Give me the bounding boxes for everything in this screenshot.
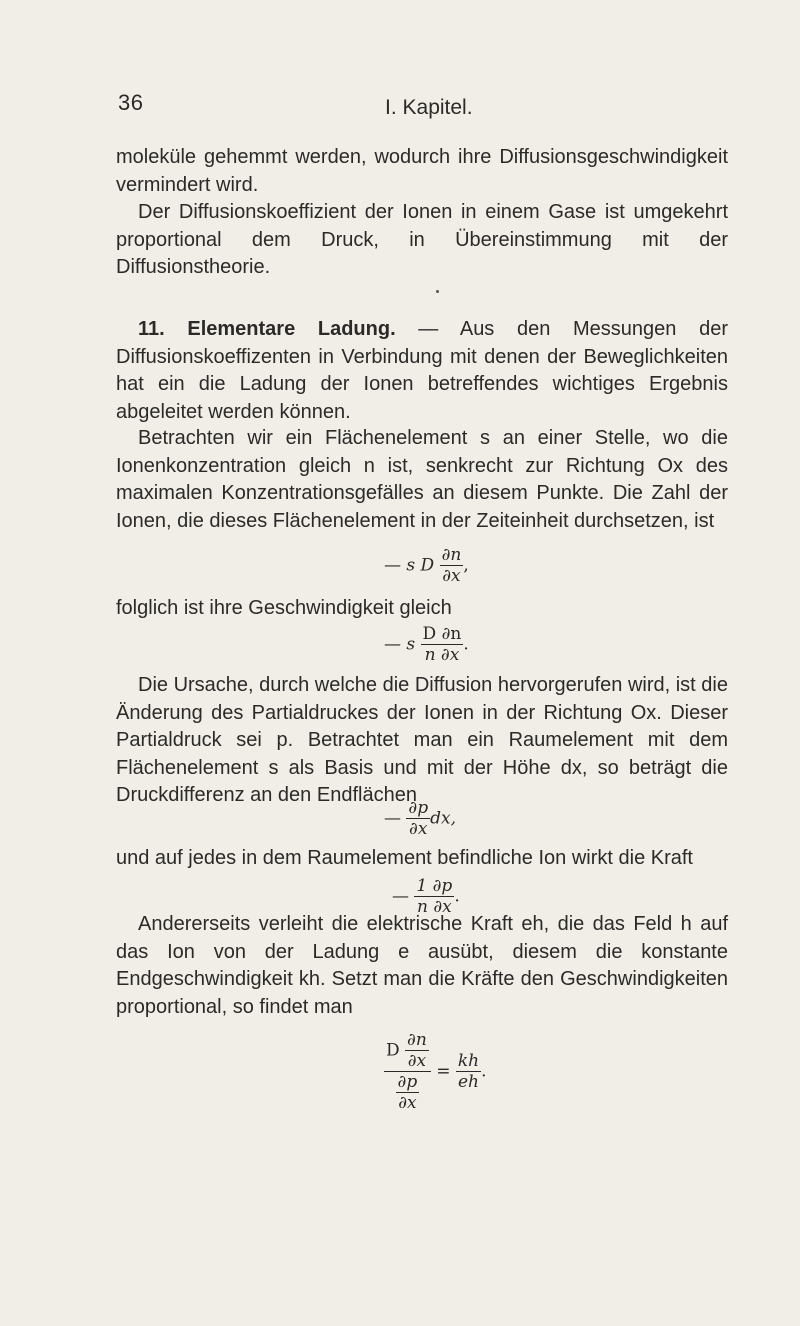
formula-1-fraction [440,545,464,586]
formula-5-inner-num: ∂n [407,1030,427,1050]
formula-5 [384,1030,487,1113]
formula-5-lower-den: ∂x [396,1092,420,1113]
ornament-dot [436,290,439,293]
formula-5-lhs [384,1030,431,1113]
formula-4-num: 1 ∂p [416,876,453,896]
page-number: 36 [118,90,144,115]
paragraph-5: folglich ist ihre Geschwindigkeit gleich [116,597,452,619]
paragraph-3 [116,316,728,426]
formula-5-equals: = [436,1061,451,1082]
formula-2-den: n ∂x [421,644,464,665]
formula-5-rhs-den: eh [456,1071,481,1092]
formula-1-suffix: , [463,555,469,576]
formula-5-lower-fraction [396,1072,420,1113]
formula-2-suffix: . [463,634,469,655]
formula-5-coef: D [386,1040,400,1061]
formula-5-rhs [456,1051,481,1092]
formula-3-prefix: — [384,808,401,829]
formula-4-prefix: — [392,886,409,907]
formula-5-lhs-denominator [384,1071,431,1113]
section-heading: 11. Elementare Ladung. [138,318,396,340]
paragraph-4-text: Betrachten wir ein Flächenelement s an einer Stelle, wo die Ionenkonzentration gleich n ist, senkrecht zur Richtung Ox des maximalen Konzentrationsgefälles an diesem Punkte. Die Zahl der Ionen, die dieses Flächenelement in der Zeiteinheit durchsetzen, ist [116,427,728,532]
paragraph-3-text: — Aus den Messungen der Diffusionskoeffizenten in Verbindung mit denen der Beweglichkeiten hat ein die Ladung der Ionen betreffendes wichtiges Ergebnis abgeleitet werden können. [116,318,728,423]
formula-5-inner-den: ∂x [405,1050,429,1071]
formula-2-fraction [421,624,464,665]
paragraph-4 [116,425,728,535]
formula-3-num: ∂p [408,798,429,818]
formula-5-lhs-numerator [384,1030,431,1071]
formula-3-suffix: dx, [430,808,456,829]
formula-1-num: ∂n [441,545,462,565]
formula-5-rhs-num: kh [457,1051,480,1071]
paragraph-6-text: Die Ursache, durch welche die Diffusion hervorgerufen wird, ist die Änderung des Partialdruckes der Ionen in der Richtung Ox. Dieser Partialdruck sei p. Betrachtet man ein Raumelement mit dem Flächenelement s als Basis und mit der Höhe dx, so beträgt die Druckdifferenz an den Endflächen [116,674,728,807]
formula-4-suffix: . [454,886,460,907]
formula-3-den: ∂x [406,818,430,839]
formula-5-lower-num: ∂p [397,1072,418,1092]
formula-2-prefix: — s [384,634,416,655]
paragraph-2 [116,199,728,282]
paragraph-8 [116,911,728,1021]
paragraph-6 [116,672,728,810]
paragraph-8-text: Andererseits verleiht die elektrische Kraft eh, die das Feld h auf das Ion von der Ladung e ausübt, diesem die konstante Endgeschwindigkeit kh. Setzt man die Kräfte den Geschwindigkeiten proportional, so findet man [116,913,728,1018]
paragraph-2-text: Der Diffusionskoeffizient der Ionen in einem Gase ist umgekehrt proportional dem Druck, in Übereinstimmung mit der Diffusionstheorie. [116,201,728,279]
formula-4-den: n ∂x [414,896,454,917]
formula-5-suffix: . [481,1061,487,1082]
formula-3 [384,798,456,839]
formula-1-prefix: — s D [384,555,435,576]
formula-2-num: D ∂n [422,624,462,644]
formula-5-inner-fraction [405,1030,429,1071]
running-head: I. Kapitel. [385,96,473,119]
formula-1 [384,545,469,586]
formula-3-fraction [406,798,430,839]
paragraph-7: und auf jedes in dem Raumelement befindliche Ion wirkt die Kraft [116,847,693,869]
formula-1-den: ∂x [440,565,464,586]
paragraph-1: moleküle gehemmt werden, wodurch ihre Diffusionsgeschwindigkeit vermindert wird. [116,146,728,196]
formula-2 [384,624,469,665]
